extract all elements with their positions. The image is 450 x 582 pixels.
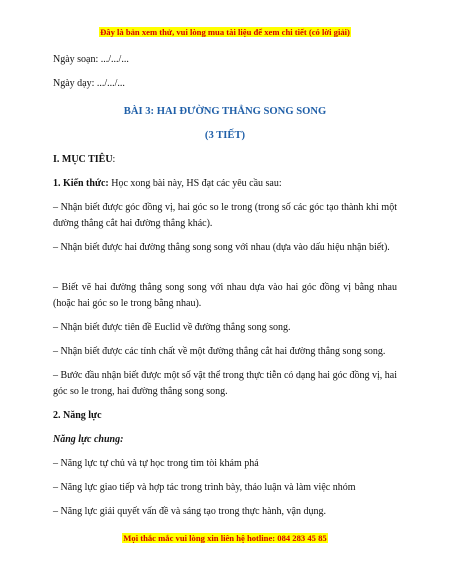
- competency-item: – Năng lực giao tiếp và hợp tác trong trình bày, thảo luận và làm việc nhóm: [53, 482, 356, 493]
- general-competency-label: Năng lực chung:: [53, 434, 124, 445]
- knowledge-intro: Học xong bài này, HS đạt các yêu cầu sau:: [108, 178, 282, 189]
- lesson-periods: (3 TIẾT): [204, 130, 246, 141]
- lesson-title: BÀI 3: HAI ĐƯỜNG THẲNG SONG SONG: [123, 106, 327, 117]
- knowledge-item: – Nhận biết được các tính chất về một đường thẳng cắt hai đường thẳng song song.: [53, 346, 386, 357]
- knowledge-item: – Biết vẽ hai đường thẳng song song với nhau dựa vào hai góc đồng vị bằng nhau (hoặc hai góc so le trong bằng nhau).: [53, 282, 397, 309]
- knowledge-paragraph: [53, 176, 397, 192]
- knowledge-item: – Nhận biết được tiên đề Euclid về đường thẳng song song.: [53, 322, 291, 333]
- preview-notice-text: Đây là bản xem thử, vui lòng mua tài liệu để xem chi tiết (có lời giải): [100, 27, 350, 37]
- preview-notice-banner: [0, 27, 450, 37]
- section-heading-colon: :: [112, 154, 116, 165]
- competency-item: – Năng lực tự chủ và tự học trong tìm tòi khám phá: [53, 458, 259, 469]
- date-prepared: Ngày soạn: .../.../...: [53, 54, 129, 65]
- competency-heading: 2. Năng lực: [53, 410, 102, 421]
- competency-item: – Năng lực giải quyết vấn đề và sáng tạo trong thực hành, vận dụng.: [53, 506, 326, 517]
- knowledge-item: – Nhận biết được hai đường thẳng song song với nhau (dựa vào dấu hiệu nhận biết).: [53, 242, 390, 253]
- hotline-banner: [0, 533, 450, 543]
- knowledge-item: – Nhận biết được góc đồng vị, hai góc so le trong (trong số các góc tạo thành khi một đường thẳng cắt hai đường thẳng khác).: [53, 202, 397, 229]
- knowledge-item: – Bước đầu nhận biết được một số vật thể trong thực tiễn có dạng hai góc đồng vị, hai góc so le trong, hai đường thẳng song song.: [53, 370, 397, 397]
- section-heading-text: I. MỤC TIÊU: [53, 154, 113, 165]
- section-objectives-heading: [53, 152, 397, 168]
- date-taught: Ngày dạy: .../.../...: [53, 78, 125, 89]
- knowledge-label: 1. Kiến thức:: [53, 178, 109, 189]
- hotline-text: Mọi thắc mắc vui lòng xin liên hệ hotline: 084 283 45 85: [123, 533, 327, 543]
